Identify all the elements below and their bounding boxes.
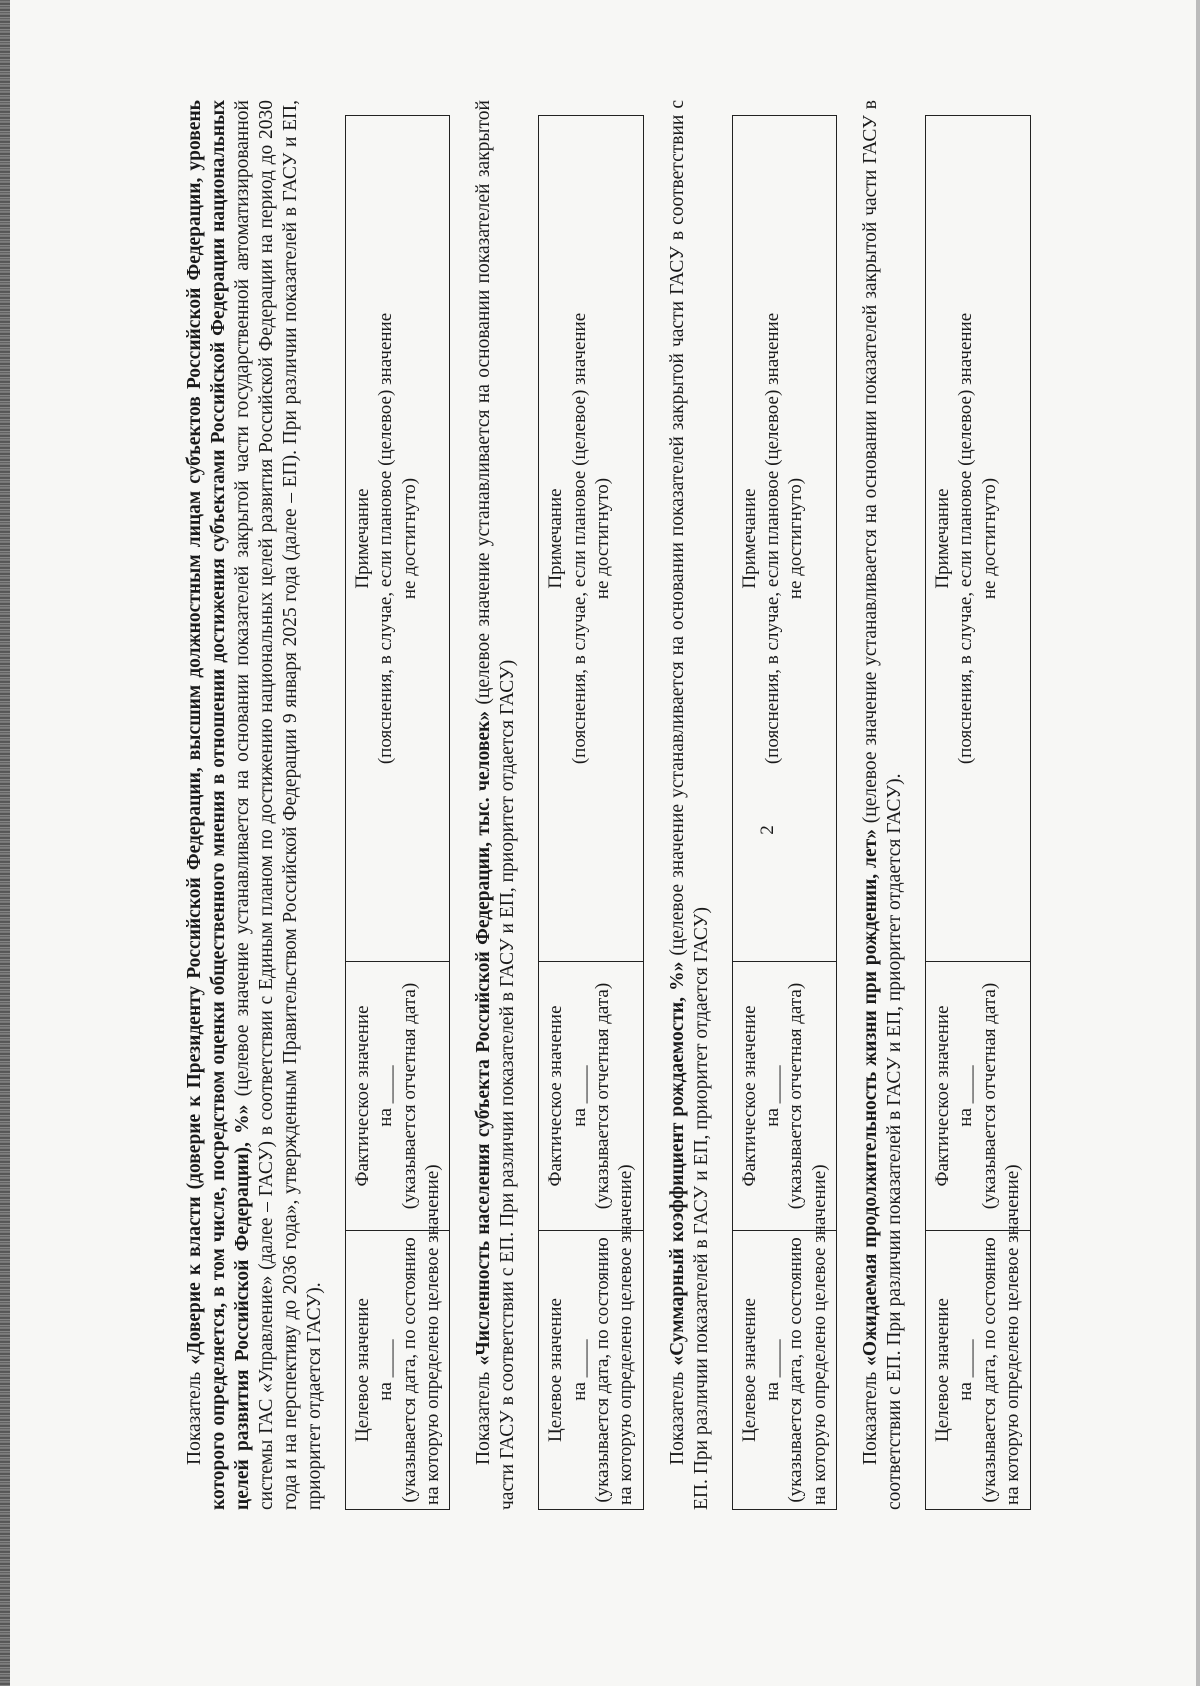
- indicator-title: «Ожидаемая продолжительность жизни при рождении, лет»: [860, 829, 882, 1366]
- indicator-paragraph: Показатель «Численность населения субъекта Российской Федерации, тыс. человек» (целевое значение устанавливается на основании показателей закрытой части ГАСУ в соответствии с ЕП. При различии показателей в ГАСУ и ЕП, приоритет отдается ГАСУ): [473, 100, 519, 1510]
- note-cell: Примечание (пояснения, в случае, если плановое (целевое) значение не достигнуто): [345, 116, 449, 962]
- indicator-paragraph: Показатель «Доверие к власти (доверие к Президенту Российской Федерации, высшим должностным лицам субъектов Российской Федерации, уровень которого определяется, в том числе, посредством оценки общественного мнения в отношении достижения субъектами Российской Федерации национальных целей развития Российской Федерации), %» (целевое значение устанавливается на основании показателей закрытой части государственной автоматизированной системы ГАС «Управление» (далее – ГАСУ) в соответствии с Единым планом по достижению национальных целей развития Российской Федерации на период до 2030 года и на перспективу до 2036 года», утвержденным Правительством Российской Федерации 9 января 2025 года (далее – ЕП). При различии показателей в ГАСУ и ЕП, приоритет отдается ГАСУ).: [184, 100, 325, 1510]
- note-cell: Примечание (пояснения, в случае, если плановое (целевое) значение не достигнуто): [926, 116, 1030, 962]
- indicator-paragraph: Показатель «Ожидаемая продолжительность жизни при рождении, лет» (целевое значение устанавливается на основании показателей закрытой части ГАСУ в соответствии с ЕП. При различии показателей в ГАСУ и ЕП, приоритет отдается ГАСУ).: [860, 99, 906, 1510]
- target-value-cell: Целевое значение на ____ (указывается дата, по состоянию на которую определено целевое значение): [732, 1231, 836, 1510]
- indicator-paragraph: Показатель «Суммарный коэффициент рождаемости, %» (целевое значение устанавливается на основании показателей закрытой части ГАСУ в соответствии с ЕП. При различии показателей в ГАСУ и ЕП, приоритет отдается ГАСУ): [666, 100, 712, 1510]
- actual-value-cell: Фактическое значение на ____ (указывается отчетная дата): [539, 962, 643, 1231]
- page-number: 2: [757, 825, 778, 835]
- actual-value-cell: Фактическое значение на ____ (указывается отчетная дата): [926, 962, 1030, 1231]
- target-value-cell: Целевое значение на ____ (указывается дата, по состоянию на которую определено целевое значение): [539, 1231, 643, 1510]
- indicator-title: «Суммарный коэффициент рождаемости, %»: [666, 961, 688, 1366]
- note-cell: Примечание (пояснения, в случае, если плановое (целевое) значение не достигнуто): [539, 116, 643, 962]
- indicator-section-trust: [183, 100, 450, 1510]
- indicator-table: [732, 115, 837, 1510]
- indicator-table: [345, 115, 450, 1510]
- indicator-table: [925, 115, 1030, 1510]
- scan-edge-right: [1196, 0, 1200, 1686]
- indicator-section-life-expectancy: [859, 100, 1030, 1510]
- scan-edge-left: [0, 0, 10, 1686]
- indicator-section-fertility: [666, 100, 837, 1510]
- target-value-cell: Целевое значение на ____ (указывается дата, по состоянию на которую определено целевое значение): [345, 1231, 449, 1510]
- target-value-cell: Целевое значение на ____ (указывается дата, по состоянию на которую определено целевое значение): [926, 1231, 1030, 1510]
- indicator-section-population: [472, 100, 643, 1510]
- document-body: [175, 100, 1053, 1510]
- actual-value-cell: Фактическое значение на ____ (указывается отчетная дата): [732, 962, 836, 1231]
- actual-value-cell: Фактическое значение на ____ (указывается отчетная дата): [345, 962, 449, 1231]
- indicator-title: «Численность населения субъекта Российской Федерации, тыс. человек»: [473, 710, 495, 1366]
- note-cell: Примечание (пояснения, в случае, если плановое (целевое) значение не достигнуто): [732, 116, 836, 962]
- indicator-table: [538, 115, 643, 1510]
- indicator-title: «Доверие к власти (доверие к Президенту Российской Федерации, высшим должностным лицам субъектов Российской Федерации, уровень которого определяется, в том числе, посредством оценки общественного мнения в отношении достижения субъектами Российской Федерации национальных целей развития Российской Федерации), %»: [184, 100, 253, 1510]
